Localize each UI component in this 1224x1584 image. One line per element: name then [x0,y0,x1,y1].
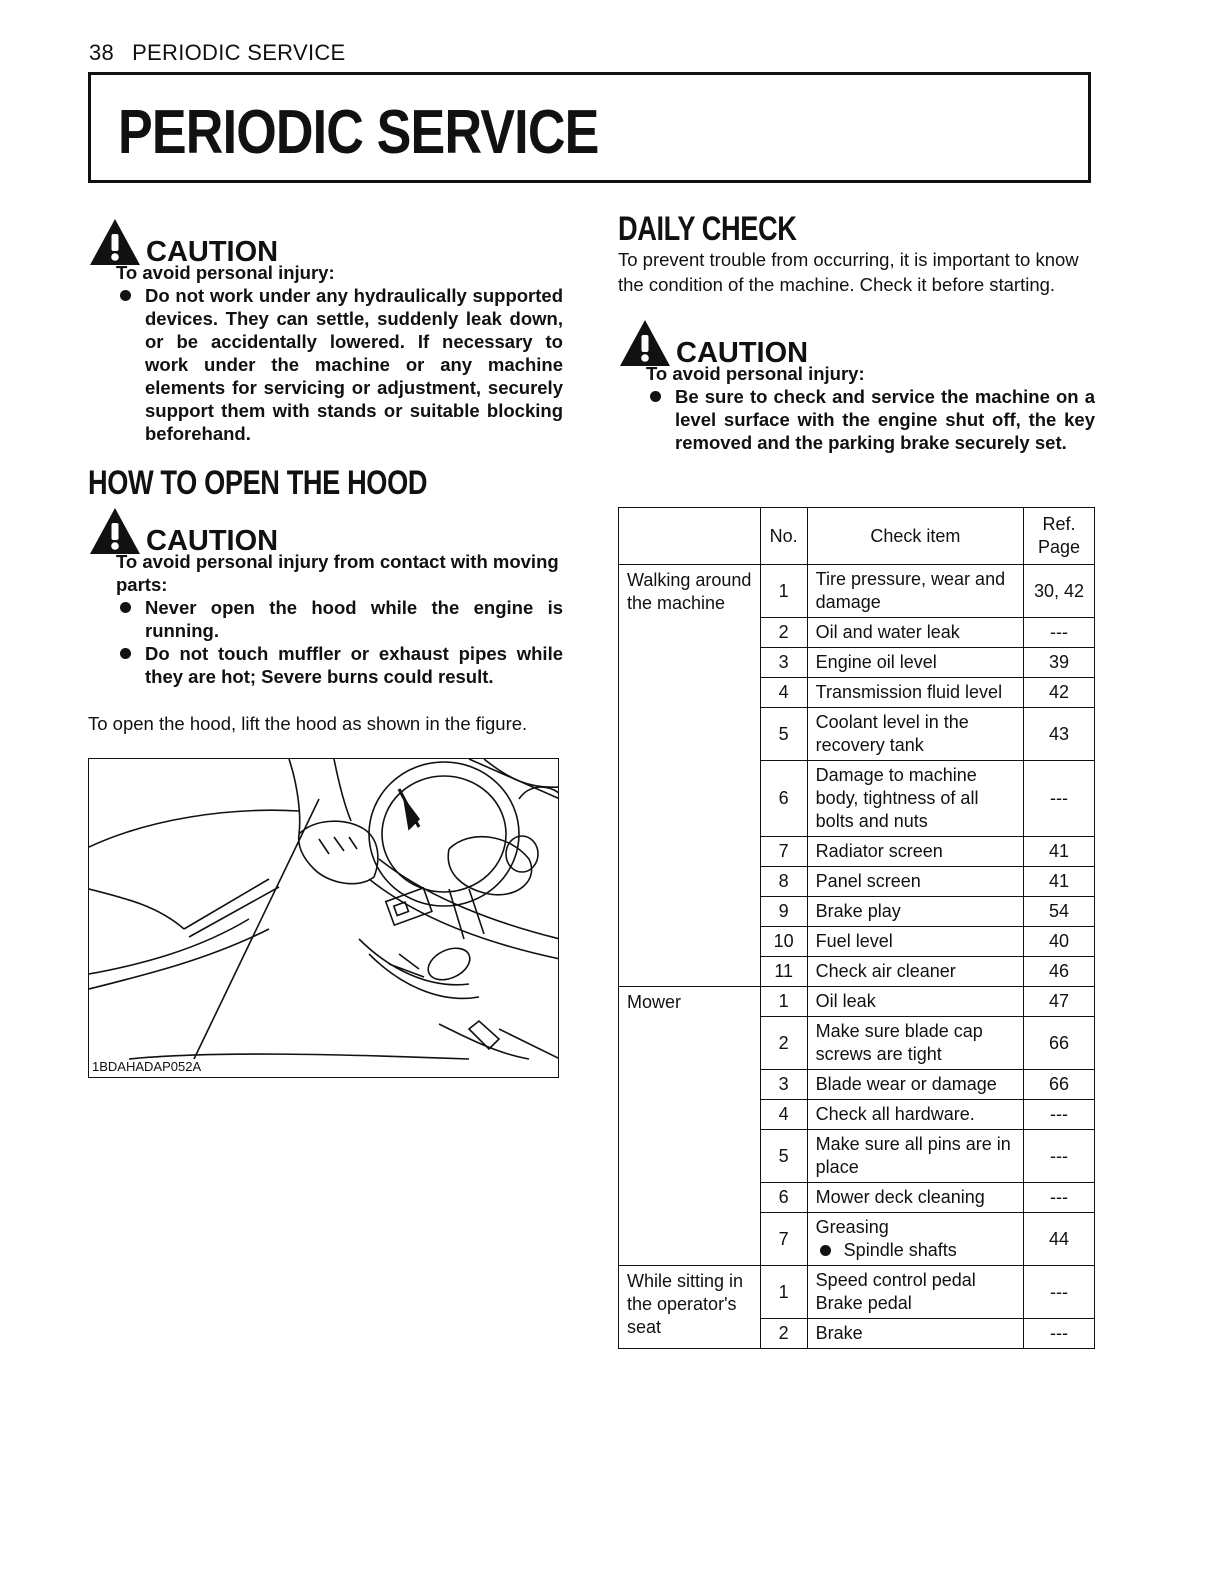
row-no: 10 [760,927,807,957]
bullet-item: Be sure to check and service the machine on a level surface with the engine shut off, the key removed and the parking brake securely set. [646,385,1095,454]
caution-header [88,506,563,556]
warning-triangle-icon [618,318,672,368]
row-no: 3 [760,648,807,678]
row-no: 6 [760,1183,807,1213]
daily-check-heading: DAILY CHECK [618,210,797,248]
row-item: Greasing [815,1217,889,1237]
row-item: Transmission fluid level [807,678,1023,708]
row-ref: --- [1024,1319,1095,1349]
category-cell: Walking around the machine [619,565,761,987]
caution-label: CAUTION [146,236,279,268]
row-item: Damage to machine body, tightness of all bolts and nuts [807,761,1023,837]
header-ref-page: Ref. Page [1024,508,1095,565]
row-ref: 41 [1024,867,1095,897]
caution-block-hydraulic [88,217,563,445]
row-item-line2: Brake pedal [815,1293,912,1313]
row-no: 2 [760,618,807,648]
row-no: 9 [760,897,807,927]
row-ref: --- [1024,1266,1095,1319]
running-section-title: PERIODIC SERVICE [132,40,346,65]
row-no: 8 [760,867,807,897]
row-no: 5 [760,708,807,761]
caution-bullets [646,385,1095,454]
table-row [619,1266,1095,1319]
bullet-item: Do not touch muffler or exhaust pipes while they are hot; Severe burns could result. [116,642,563,688]
row-item: Tire pressure, wear and damage [807,565,1023,618]
figure-caption: 1BDAHADAP052A [92,1059,202,1074]
row-ref: 30, 42 [1024,565,1095,618]
row-ref: 66 [1024,1070,1095,1100]
row-item: Check all hardware. [807,1100,1023,1130]
row-item: Mower deck cleaning [807,1183,1023,1213]
daily-check-table [618,507,1095,1349]
row-no: 2 [760,1017,807,1070]
row-no: 1 [760,565,807,618]
caution-block-moving-parts [88,506,563,688]
row-ref: 40 [1024,927,1095,957]
hood-instruction: To open the hood, lift the hood as shown in the figure. [88,713,528,734]
row-no: 2 [760,1319,807,1349]
row-ref: 39 [1024,648,1095,678]
hood-figure [88,758,559,1078]
caution-bullets [116,284,563,445]
row-item-cell [807,1266,1023,1319]
row-item: Make sure blade cap screws are tight [807,1017,1023,1070]
row-no: 4 [760,1100,807,1130]
row-no: 7 [760,837,807,867]
caution-label: CAUTION [676,337,809,369]
row-item: Engine oil level [807,648,1023,678]
bullet-item: Never open the hood while the engine is running. [116,596,563,642]
row-ref: --- [1024,1183,1095,1213]
row-ref: 54 [1024,897,1095,927]
page-header [89,40,346,66]
row-ref: 41 [1024,837,1095,867]
row-no: 1 [760,987,807,1017]
row-no: 4 [760,678,807,708]
row-ref: 44 [1024,1213,1095,1266]
row-item: Make sure all pins are in place [807,1130,1023,1183]
row-no: 6 [760,761,807,837]
row-item: Oil and water leak [807,618,1023,648]
caution-lead: To avoid personal injury from contact with moving parts: [116,551,559,595]
category-cell: While sitting in the operator's seat [619,1266,761,1349]
row-item: Panel screen [807,867,1023,897]
caution-header [618,318,1095,368]
caution-label: CAUTION [146,525,279,557]
row-no: 11 [760,957,807,987]
row-no: 5 [760,1130,807,1183]
warning-triangle-icon [88,506,142,556]
caution-bullets [116,596,563,688]
caution-lead: To avoid personal injury: [646,363,865,384]
caution-header [88,217,563,267]
row-no: 3 [760,1070,807,1100]
table-row [619,565,1095,618]
row-no: 7 [760,1213,807,1266]
row-item: Fuel level [807,927,1023,957]
row-item: Radiator screen [807,837,1023,867]
hood-heading: HOW TO OPEN THE HOOD [88,464,428,502]
row-ref: --- [1024,1100,1095,1130]
table-header-row [619,508,1095,565]
row-item: Blade wear or damage [807,1070,1023,1100]
caution-lead: To avoid personal injury: [116,262,335,283]
row-ref: --- [1024,618,1095,648]
row-no: 1 [760,1266,807,1319]
page-title: PERIODIC SERVICE [118,98,599,167]
page-number: 38 [89,40,115,65]
table-row [619,987,1095,1017]
header-category [619,508,761,565]
category-cell: Mower [619,987,761,1266]
row-item: Brake play [807,897,1023,927]
row-ref: 43 [1024,708,1095,761]
row-item-sub-bullet: Spindle shafts [816,1239,1015,1262]
row-item-cell [807,1213,1023,1266]
bullet-item: Do not work under any hydraulically supported devices. They can settle, suddenly leak down, or be accidentally lowered. If necessary to work under the machine or any machine elements for servicing or adjustment, securely support them with stands or suitable blocking beforehand. [116,284,563,445]
row-ref: --- [1024,1130,1095,1183]
row-ref: 46 [1024,957,1095,987]
row-item: Check air cleaner [807,957,1023,987]
hood-opening-illustration [89,759,559,1078]
row-item: Coolant level in the recovery tank [807,708,1023,761]
row-ref: 47 [1024,987,1095,1017]
warning-triangle-icon [88,217,142,267]
daily-check-intro: To prevent trouble from occurring, it is important to know the condition of the machine. Check it before starting. [618,249,1079,295]
row-item: Brake [807,1319,1023,1349]
row-item: Speed control pedal [815,1270,976,1290]
header-no: No. [760,508,807,565]
row-ref: 66 [1024,1017,1095,1070]
title-box [88,72,1091,183]
row-item: Oil leak [807,987,1023,1017]
header-check-item: Check item [807,508,1023,565]
row-ref: 42 [1024,678,1095,708]
caution-block-level-surface [618,318,1095,454]
row-ref: --- [1024,761,1095,837]
